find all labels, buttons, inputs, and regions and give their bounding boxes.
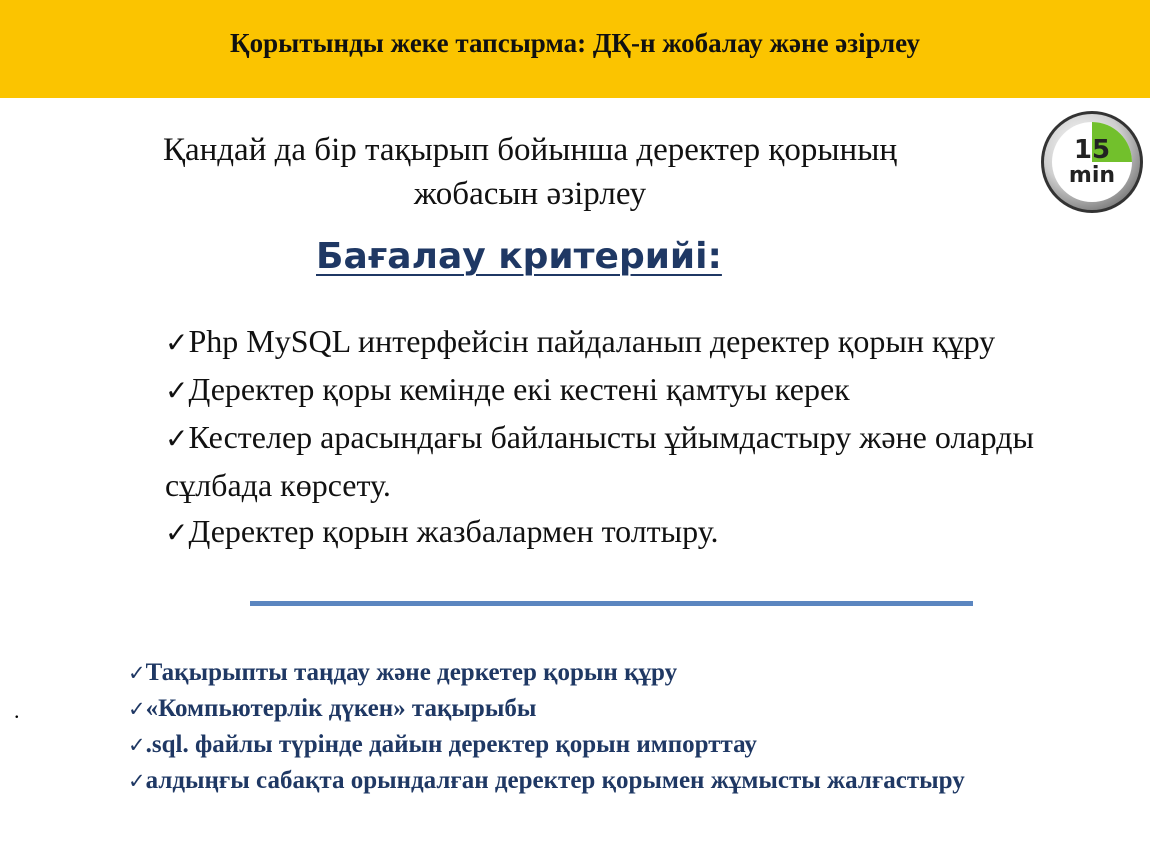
check-icon: ✓ [165,516,189,549]
criteria-item [165,414,1095,508]
task-item-text: .sql. файлы түрінде дайын деректер қорын импорттау [145,731,757,758]
timer-number: 15 [1073,135,1111,165]
task-description-line-1: Қандай да бір тақырып бойынша деректер қорының [162,132,898,168]
check-icon: ✓ [128,733,146,757]
task-item [128,727,1128,763]
criteria-item-text: Кестелер арасындағы байланысты ұйымдастыру және оларды сұлбада көрсету. [165,419,1034,503]
task-item [128,691,1128,727]
criteria-item [165,508,1095,556]
criteria-list [165,318,1095,556]
task-description [40,128,1020,216]
criteria-item-text: Деректер қоры кемінде екі кестені қамтуы керек [188,371,850,407]
task-item-text: Тақырыпты таңдау және деркетер қорын құру [145,659,678,686]
check-icon: ✓ [165,422,189,455]
timer-unit: min [1068,163,1116,188]
stray-dot: . [14,698,20,723]
task-item-text: алдыңғы сабақта орындалған деректер қорымен жұмысты жалғастыру [145,767,965,794]
check-icon: ✓ [128,697,146,721]
task-item-text: «Компьютерлік дүкен» тақырыбы [145,695,537,722]
header-bar [0,0,1150,98]
task-item [128,763,1128,799]
criteria-item-text: Деректер қорын жазбалармен толтыру. [188,513,719,549]
task-description-line-2: жобасын әзірлеу [413,176,647,212]
tasks-list [128,655,1128,799]
criteria-item [165,366,1095,414]
check-icon: ✓ [128,661,146,685]
criteria-item-text: Php MySQL интерфейсін пайдаланып деректер қорын құру [188,323,996,359]
divider-line [250,601,973,606]
check-icon: ✓ [165,374,189,407]
criteria-item [165,318,1095,366]
slide-title: Қорытынды жеке тапсырма: ДҚ-н жобалау және әзірлеу [230,28,920,58]
check-icon: ✓ [165,326,189,359]
criteria-heading: Бағалау критерийі: [316,236,722,277]
task-item [128,655,1128,691]
stopwatch-icon [1040,110,1144,214]
check-icon: ✓ [128,769,146,793]
